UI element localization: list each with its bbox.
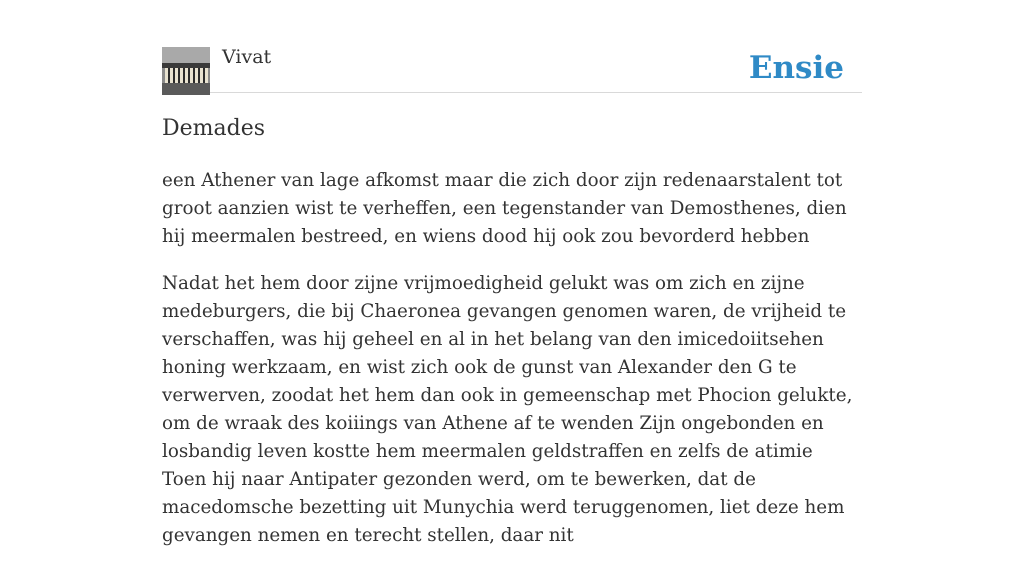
page-title: Demades (162, 116, 266, 141)
author-name[interactable]: Vivat (222, 46, 272, 68)
article-body (162, 167, 862, 569)
avatar[interactable] (162, 47, 210, 95)
article-paragraph: Nadat het hem door zijne vrijmoedigheid gelukt was om zich en zijne medeburgers, die bij Chaeronea gevangen genomen waren, de vrijheid te verschaffen, was hij geheel en al in het belang van den imicedoiitsehen honing werkzaam, en wist zich ook de gunst van Alexander den G te verwerven, zoodat het hem dan ook in gemeenschap met Phocion gelukte, om de wraak des koiiings van Athene af te wenden Zijn ongebonden en losbandig leven kostte hem meermalen geldstraffen en zelfs de atimie Toen hij naar Antipater gezonden werd, om te bewerken, dat de macedomsche bezetting uit Munychia werd teruggenomen, liet deze hem gevangen nemen en terecht stellen, daar nit (162, 273, 853, 546)
avatar-image (162, 47, 210, 95)
header (162, 0, 862, 93)
article-paragraph: een Athener van lage afkomst maar die zich door zijn redenaarstalent tot groot aanzien wist te verheffen, een tegenstander van Demosthenes, dien hij meermalen bestreed, en wiens dood hij ook zou bevorderd hebben (162, 170, 847, 247)
content-column (162, 0, 862, 546)
brand-logo[interactable]: Ensie (748, 50, 844, 86)
